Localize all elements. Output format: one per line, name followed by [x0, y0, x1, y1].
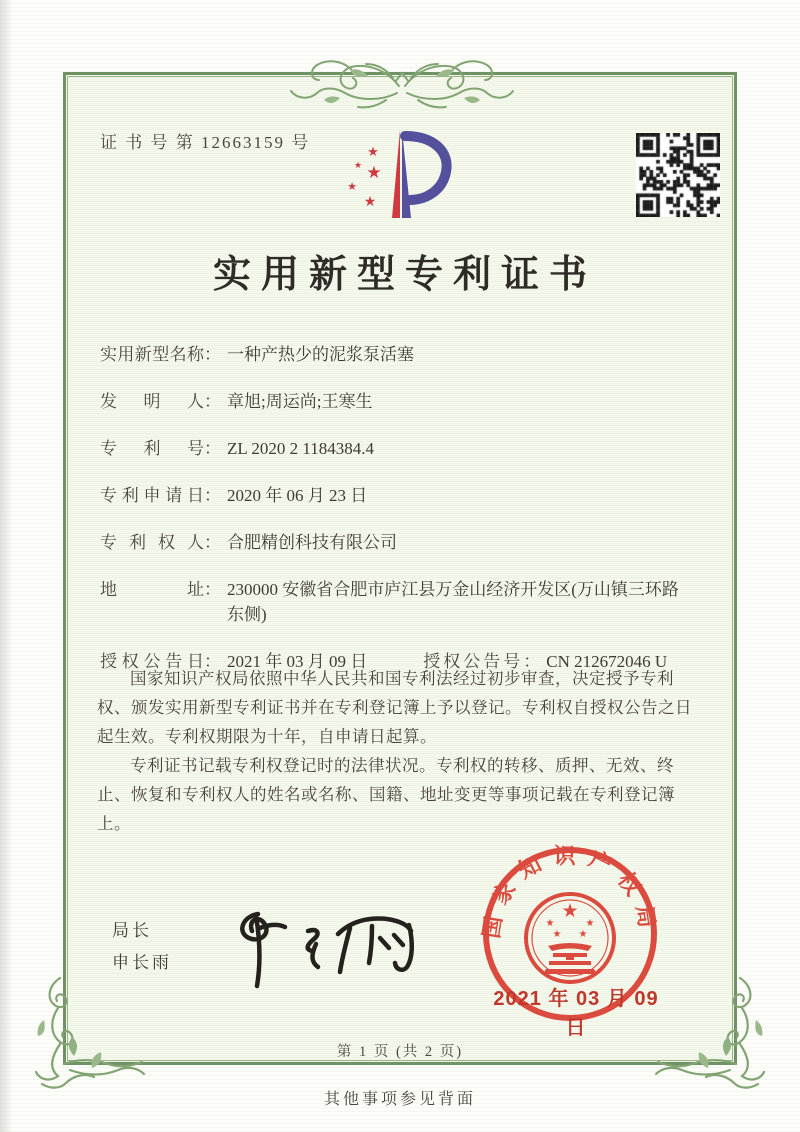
director-name: 申长雨	[112, 953, 172, 972]
field-label: 地址	[100, 580, 204, 599]
certificate-title: 实用新型专利证书	[212, 254, 597, 296]
field-label: 专利号	[100, 439, 204, 458]
field-value: CN 212672046 U	[546, 652, 668, 671]
field-colon: ：	[204, 580, 221, 599]
field-colon: ：	[204, 533, 221, 552]
field-colon: ：	[523, 652, 541, 671]
svg-text:国家知识产权局	[479, 844, 662, 940]
legal-paragraph-1: 国家知识产权局依照中华人民共和国专利法经过初步审查，决定授予专利权、颁发实用新型专利证书并在专利登记簿上予以登记。专利权自授权公告之日起生效。专利权期限为十年，自申请日起算。	[97, 669, 692, 746]
field-value: ZL 2020 2 1184384.4	[227, 439, 375, 458]
field-row-inventors	[100, 389, 710, 414]
field-label: 授权公告号	[423, 652, 524, 671]
field-value: 2021 年 03 月 09 日	[227, 652, 368, 671]
certificate-number: 证 书 号 第 12663159 号	[100, 133, 311, 152]
field-row-patent-number	[100, 436, 710, 461]
field-colon: ：	[204, 439, 221, 458]
page-number: 第 1 页 (共 2 页)	[336, 1044, 464, 1060]
director-title: 局长	[112, 921, 152, 940]
field-colon: ：	[204, 486, 221, 505]
back-side-note: 其他事项参见背面	[323, 1091, 476, 1108]
logo-star-icon: ★	[353, 160, 363, 170]
emblem-star-icon: ★	[552, 929, 562, 940]
field-colon: ：	[204, 652, 221, 671]
field-value: 章旭;周运尚;王寒生	[227, 392, 373, 411]
legal-paragraph-2: 专利证书记载专利权登记时的法律状况。专利权的转移、质押、无效、终止、恢复和专利权人的姓名或名称、国籍、地址变更等事项记载在专利登记簿上。	[97, 756, 675, 833]
field-row-filing-date	[100, 483, 710, 508]
field-row-address	[100, 577, 710, 627]
cnipa-logo	[328, 116, 478, 234]
field-label: 专利权人	[100, 533, 204, 552]
field-label: 实用新型名称	[100, 345, 204, 364]
seal-ring-text: 国家知识产权局	[478, 843, 662, 941]
field-value: 一种产热少的泥浆泵活塞	[227, 345, 414, 364]
field-colon: ：	[204, 392, 221, 411]
field-value: 2020 年 06 月 23 日	[227, 486, 368, 505]
field-label: 授权公告日	[100, 652, 204, 671]
logo-star-icon: ★	[367, 144, 379, 159]
logo-star-icon: ★	[366, 163, 382, 182]
scan-shadow-edge	[0, 0, 13, 1132]
field-value: 合肥精创科技有限公司	[227, 533, 397, 552]
field-label: 发明人	[100, 392, 204, 411]
emblem-star-icon: ★	[545, 918, 555, 929]
emblem-star-icon: ★	[578, 929, 588, 940]
qr-code	[636, 133, 720, 217]
field-label: 专利申请日	[100, 486, 204, 505]
emblem-star-icon: ★	[561, 901, 579, 922]
legal-text	[97, 664, 705, 838]
logo-star-icon: ★	[363, 195, 377, 210]
field-row-patentee	[100, 530, 710, 555]
field-colon: ：	[204, 345, 221, 364]
director-signature-handwriting	[200, 882, 450, 1002]
field-list	[100, 342, 710, 674]
field-value: 230000 安徽省合肥市庐江县万金山经济开发区(万山镇三环路东侧)	[227, 580, 679, 624]
national-emblem-icon	[526, 894, 614, 982]
field-row-invention-name	[100, 342, 710, 367]
emblem-star-icon: ★	[585, 918, 595, 929]
seal-date: 2021 年 03 月 09 日	[493, 988, 659, 1039]
logo-star-icon: ★	[347, 181, 357, 193]
